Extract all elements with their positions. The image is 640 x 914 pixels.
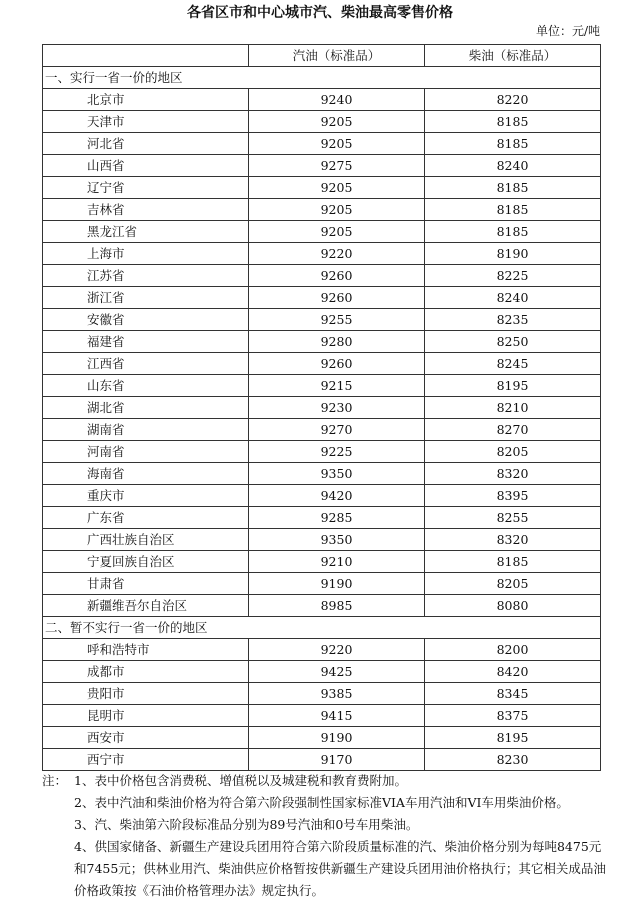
table-row xyxy=(43,243,601,265)
region-cell: 宁夏回族自治区 xyxy=(43,551,249,573)
diesel-price-cell: 8210 xyxy=(425,397,601,419)
region-cell: 天津市 xyxy=(43,111,249,133)
diesel-price-cell: 8185 xyxy=(425,551,601,573)
diesel-price-cell: 8255 xyxy=(425,507,601,529)
gasoline-price-cell: 9420 xyxy=(249,485,425,507)
diesel-price-cell: 8195 xyxy=(425,727,601,749)
section-heading: 一、实行一省一价的地区 xyxy=(43,67,601,89)
table-row xyxy=(43,441,601,463)
gasoline-price-cell: 9190 xyxy=(249,727,425,749)
region-cell: 福建省 xyxy=(43,331,249,353)
table-row xyxy=(43,331,601,353)
region-cell: 湖北省 xyxy=(43,397,249,419)
diesel-price-cell: 8345 xyxy=(425,683,601,705)
diesel-price-cell: 8270 xyxy=(425,419,601,441)
table-row xyxy=(43,375,601,397)
note-1 xyxy=(42,770,608,792)
table-row xyxy=(43,463,601,485)
table-row xyxy=(43,155,601,177)
region-cell: 吉林省 xyxy=(43,199,249,221)
diesel-price-cell: 8395 xyxy=(425,485,601,507)
gasoline-price-cell: 9260 xyxy=(249,287,425,309)
gasoline-price-cell: 9350 xyxy=(249,529,425,551)
gasoline-price-cell: 9210 xyxy=(249,551,425,573)
header-diesel: 柴油（标准品） xyxy=(425,45,601,67)
table-header-row xyxy=(43,45,601,67)
gasoline-price-cell: 9230 xyxy=(249,397,425,419)
diesel-price-cell: 8230 xyxy=(425,749,601,771)
gasoline-price-cell: 9260 xyxy=(249,265,425,287)
gasoline-price-cell: 9220 xyxy=(249,243,425,265)
region-cell: 呼和浩特市 xyxy=(43,639,249,661)
table-row xyxy=(43,177,601,199)
diesel-price-cell: 8250 xyxy=(425,331,601,353)
region-cell: 新疆维吾尔自治区 xyxy=(43,595,249,617)
region-cell: 广西壮族自治区 xyxy=(43,529,249,551)
diesel-price-cell: 8320 xyxy=(425,529,601,551)
region-cell: 浙江省 xyxy=(43,287,249,309)
gasoline-price-cell: 9205 xyxy=(249,111,425,133)
table-row xyxy=(43,639,601,661)
region-cell: 重庆市 xyxy=(43,485,249,507)
header-region xyxy=(43,45,249,67)
table-row xyxy=(43,419,601,441)
diesel-price-cell: 8235 xyxy=(425,309,601,331)
note-2: 2、表中汽油和柴油价格为符合第六阶段强制性国家标准VIA车用汽油和VI车用柴油价格。 xyxy=(74,795,569,810)
region-cell: 河南省 xyxy=(43,441,249,463)
table-row xyxy=(43,133,601,155)
region-cell: 海南省 xyxy=(43,463,249,485)
diesel-price-cell: 8185 xyxy=(425,177,601,199)
diesel-price-cell: 8320 xyxy=(425,463,601,485)
note-4: 4、供国家储备、新疆生产建设兵团用符合第六阶段质量标准的汽、柴油价格分别为每吨8475元和7455元；供林业用汽、柴油供应价格暂按供新疆生产建设兵团用油价格执行；其它相关成品油价格政策按《石油价格管理办法》规定执行。 xyxy=(74,839,606,898)
gasoline-price-cell: 9205 xyxy=(249,177,425,199)
unit-label: 单位：元/吨 xyxy=(535,24,600,38)
diesel-price-cell: 8205 xyxy=(425,441,601,463)
gasoline-price-cell: 9385 xyxy=(249,683,425,705)
table-row xyxy=(43,309,601,331)
gasoline-price-cell: 9205 xyxy=(249,199,425,221)
region-cell: 广东省 xyxy=(43,507,249,529)
table-row xyxy=(43,551,601,573)
region-cell: 黑龙江省 xyxy=(43,221,249,243)
notes-section xyxy=(42,770,608,902)
diesel-price-cell: 8225 xyxy=(425,265,601,287)
region-cell: 江西省 xyxy=(43,353,249,375)
gasoline-price-cell: 9285 xyxy=(249,507,425,529)
table-row xyxy=(43,507,601,529)
diesel-price-cell: 8375 xyxy=(425,705,601,727)
diesel-price-cell: 8245 xyxy=(425,353,601,375)
region-cell: 辽宁省 xyxy=(43,177,249,199)
gasoline-price-cell: 9270 xyxy=(249,419,425,441)
note-3: 3、汽、柴油第六阶段标准品分别为89号汽油和0号车用柴油。 xyxy=(74,817,419,832)
gasoline-price-cell: 9215 xyxy=(249,375,425,397)
gasoline-price-cell: 9275 xyxy=(249,155,425,177)
table-row xyxy=(43,485,601,507)
price-table xyxy=(42,44,601,771)
diesel-price-cell: 8220 xyxy=(425,89,601,111)
gasoline-price-cell: 9255 xyxy=(249,309,425,331)
diesel-price-cell: 8240 xyxy=(425,155,601,177)
region-cell: 山东省 xyxy=(43,375,249,397)
diesel-price-cell: 8200 xyxy=(425,639,601,661)
diesel-price-cell: 8240 xyxy=(425,287,601,309)
gasoline-price-cell: 9205 xyxy=(249,221,425,243)
table-row xyxy=(43,353,601,375)
gasoline-price-cell: 9190 xyxy=(249,573,425,595)
section-heading-row xyxy=(43,67,601,89)
table-row xyxy=(43,111,601,133)
region-cell: 上海市 xyxy=(43,243,249,265)
diesel-price-cell: 8195 xyxy=(425,375,601,397)
section-heading-row xyxy=(43,617,601,639)
page-title: 各省区市和中心城市汽、柴油最高零售价格 xyxy=(187,5,453,21)
gasoline-price-cell: 9205 xyxy=(249,133,425,155)
region-cell: 昆明市 xyxy=(43,705,249,727)
gasoline-price-cell: 9350 xyxy=(249,463,425,485)
region-cell: 河北省 xyxy=(43,133,249,155)
diesel-price-cell: 8190 xyxy=(425,243,601,265)
section-heading: 二、暂不实行一省一价的地区 xyxy=(43,617,601,639)
gasoline-price-cell: 9280 xyxy=(249,331,425,353)
gasoline-price-cell: 9220 xyxy=(249,639,425,661)
diesel-price-cell: 8420 xyxy=(425,661,601,683)
table-row xyxy=(43,595,601,617)
diesel-price-cell: 8185 xyxy=(425,133,601,155)
table-row xyxy=(43,573,601,595)
table-row xyxy=(43,199,601,221)
table-row xyxy=(43,727,601,749)
gasoline-price-cell: 9225 xyxy=(249,441,425,463)
table-row xyxy=(43,89,601,111)
gasoline-price-cell: 9260 xyxy=(249,353,425,375)
diesel-price-cell: 8080 xyxy=(425,595,601,617)
diesel-price-cell: 8185 xyxy=(425,221,601,243)
table-row xyxy=(43,221,601,243)
region-cell: 贵阳市 xyxy=(43,683,249,705)
table-row xyxy=(43,287,601,309)
note-text: 1、表中价格包含消费税、增值税以及城建税和教育费附加。 xyxy=(74,773,407,788)
notes-label: 注： xyxy=(42,773,68,788)
region-cell: 安徽省 xyxy=(43,309,249,331)
gasoline-price-cell: 9425 xyxy=(249,661,425,683)
region-cell: 山西省 xyxy=(43,155,249,177)
gasoline-price-cell: 9240 xyxy=(249,89,425,111)
table-row xyxy=(43,397,601,419)
region-cell: 湖南省 xyxy=(43,419,249,441)
header-gasoline: 汽油（标准品） xyxy=(249,45,425,67)
gasoline-price-cell: 9170 xyxy=(249,749,425,771)
price-table-body xyxy=(43,45,601,771)
region-cell: 北京市 xyxy=(43,89,249,111)
region-cell: 西宁市 xyxy=(43,749,249,771)
diesel-price-cell: 8205 xyxy=(425,573,601,595)
table-row xyxy=(43,661,601,683)
gasoline-price-cell: 9415 xyxy=(249,705,425,727)
region-cell: 西安市 xyxy=(43,727,249,749)
region-cell: 江苏省 xyxy=(43,265,249,287)
table-row xyxy=(43,683,601,705)
diesel-price-cell: 8185 xyxy=(425,199,601,221)
region-cell: 成都市 xyxy=(43,661,249,683)
table-row xyxy=(43,265,601,287)
table-row xyxy=(43,749,601,771)
region-cell: 甘肃省 xyxy=(43,573,249,595)
table-row xyxy=(43,529,601,551)
diesel-price-cell: 8185 xyxy=(425,111,601,133)
table-row xyxy=(43,705,601,727)
gasoline-price-cell: 8985 xyxy=(249,595,425,617)
